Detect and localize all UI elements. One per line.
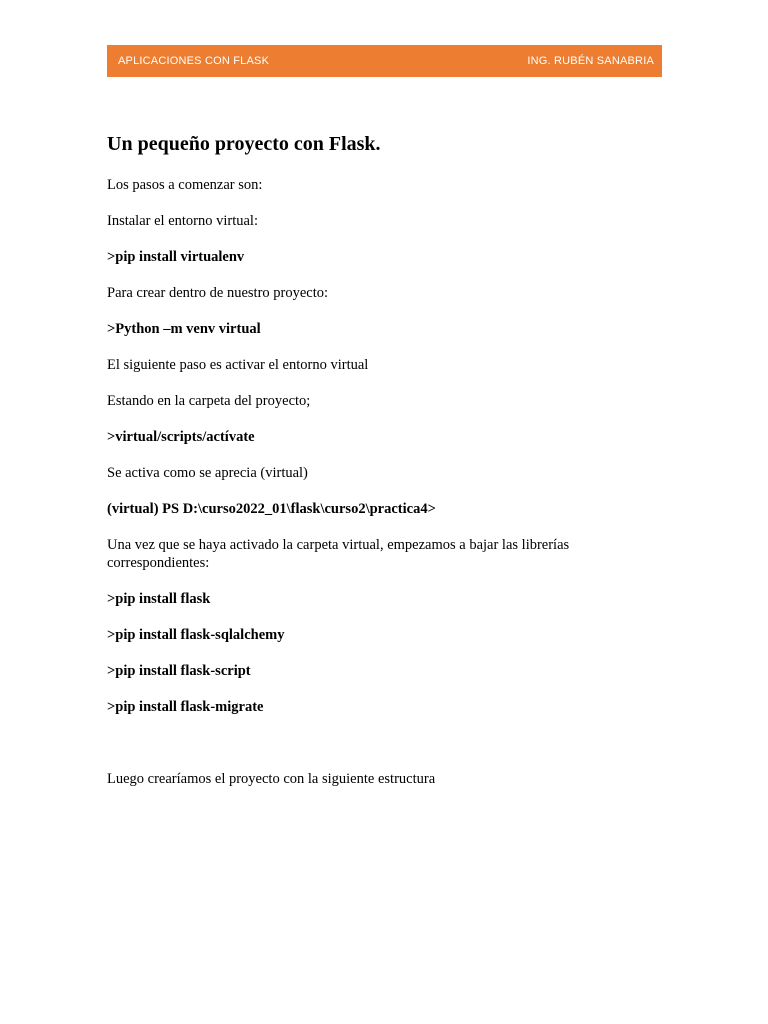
command-activate: >virtual/scripts/actívate: [107, 429, 255, 445]
paragraph-download-libraries: Una vez que se haya activado la carpeta virtual, empezamos a bajar las librerías correspondientes:: [107, 537, 570, 571]
paragraph-install-env: Instalar el entorno virtual:: [107, 213, 258, 229]
command-pip-flask-sqlalchemy: >pip install flask-sqlalchemy: [107, 627, 285, 643]
command-python-venv: >Python –m venv virtual: [107, 321, 261, 337]
command-pip-flask-migrate: >pip install flask-migrate: [107, 699, 264, 715]
paragraph-project-structure: Luego crearíamos el proyecto con la siguiente estructura: [107, 771, 436, 787]
header-course-title: APLICACIONES CON FLASK: [118, 55, 270, 67]
paragraph-project-folder: Estando en la carpeta del proyecto;: [107, 393, 311, 409]
command-shell-prompt: (virtual) PS D:\curso2022_01\flask\curso2\practica4>: [107, 501, 436, 517]
page-header-bar: [107, 45, 662, 77]
command-pip-flask-script: >pip install flask-script: [107, 663, 251, 679]
paragraph-activate-env: El siguiente paso es activar el entorno virtual: [107, 357, 369, 373]
command-pip-flask: >pip install flask: [107, 591, 211, 607]
paragraph-activation-result: Se activa como se aprecia (virtual): [107, 465, 308, 481]
page-title: Un pequeño proyecto con Flask.: [107, 133, 381, 155]
paragraph-intro: Los pasos a comenzar son:: [107, 177, 263, 193]
blank-line: [107, 734, 662, 770]
command-pip-virtualenv: >pip install virtualenv: [107, 249, 245, 265]
document-body: [107, 130, 662, 806]
header-author: ING. RUBÉN SANABRIA: [527, 55, 654, 67]
paragraph-create-in-project: Para crear dentro de nuestro proyecto:: [107, 285, 329, 301]
